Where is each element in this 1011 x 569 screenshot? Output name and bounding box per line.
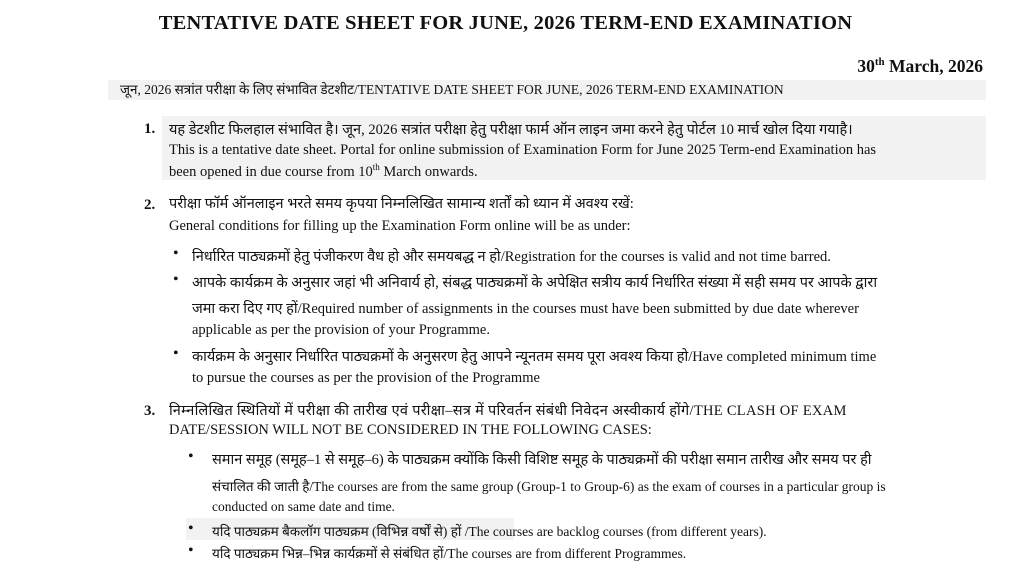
bullet-text: निर्धारित पाठ्यक्रमों हेतु पंजीकरण वैध हो और समयबद्ध न हो/Registration for the courses is valid and not time barred. [192,249,831,265]
item-3-hindi: निम्नलिखित स्थितियों में परीक्षा की तारीख एवं परीक्षा–सत्र में परिवर्तन संबंधी निवेदन अस्वीकार्य होंगे/THE CLASH OF EXAM [169,403,847,419]
bullet-text: applicable as per the provision of your Programme. [192,322,490,338]
page-title: TENTATIVE DATE SHEET FOR JUNE, 2026 TERM-END EXAMINATION [158,12,853,34]
bullet-text: समान समूह (समूह–1 से समूह–6) के पाठ्यक्रम क्योंकि किसी विशिष्ट समूह के पाठ्यक्रमों की परीक्षा समान तारीख और समय पर ही [212,452,872,468]
date-day: 30 [857,56,875,76]
item-2-hindi: परीक्षा फॉर्म ऑनलाइन भरते समय कृपया निम्नलिखित सामान्य शर्तों को ध्यान में अवश्य रखें: [169,196,634,212]
bullet: • [173,345,179,362]
date-suffix: th [874,56,885,69]
bullet: • [188,542,194,559]
item-number: 3. [144,403,156,419]
item-2-english: General conditions for filling up the Examination Form online will be as under: [169,218,631,234]
bullet: • [188,520,194,537]
item-number: 1. [144,121,156,137]
bullet-text: conducted on same date and time. [212,499,395,514]
bullet-text: आपके कार्यक्रम के अनुसार जहां भी अनिवार्य हो, संबद्ध पाठ्यक्रमों के अपेक्षित सत्रीय कार्य निर्धारित संख्या में सही समय पर आपके द्वारा [192,275,878,291]
item-1-line3-post: March onwards. [379,163,478,180]
date [857,56,983,77]
bullet: • [173,245,179,262]
bullet-text: यदि पाठ्यक्रम बैकलॉग पाठ्यक्रम (विभिन्न वर्षों से) हों /The courses are backlog courses (from different years). [212,524,767,539]
item-1-english-cont [169,162,478,181]
item-1-english: This is a tentative date sheet. Portal for online submission of Examination Form for June 2025 Term-end Examination has [169,142,877,158]
bullet: • [173,271,179,288]
bullet-text: जमा करा दिए गए हों/Required number of assignments in the courses must have been submitted by due date wherever [192,301,859,317]
item-3-english: DATE/SESSION WILL NOT BE CONSIDERED IN THE FOLLOWING CASES: [169,422,652,438]
item-1-line3-pre: been opened in due course from 10 [169,163,373,180]
date-rest: March, 2026 [884,56,983,76]
bullet-text: कार्यक्रम के अनुसार निर्धारित पाठ्यक्रमों के अनुसरण हेतु आपने न्यूनतम समय पूरा अवश्य किया हो/Have completed minimum time [192,349,877,365]
item-1-hindi: यह डेटशीट फिलहाल संभावित है। जून, 2026 सत्रांत परीक्षा हेतु परीक्षा फार्म ऑन लाइन जमा करने हेतु पोर्टल 10 मार्च खोल दिया गयाहै। [169,122,853,138]
item-1-line3-sup: th [372,162,380,172]
bullet-text: यदि पाठ्यक्रम भिन्न–भिन्न कार्यक्रमों से संबंधित हों/The courses are from different Programmes. [212,546,687,561]
bullet-text: to pursue the courses as per the provision of the Programme [192,370,540,386]
subheading: जून, 2026 सत्रांत परीक्षा के लिए संभावित डेटशीट/TENTATIVE DATE SHEET FOR JUNE, 2026 TERM-END EXAMINATION [108,80,986,100]
item-number: 2. [144,197,156,213]
bullet-text: संचालित की जाती है/The courses are from the same group (Group-1 to Group-6) as the exam of courses in a particular group is [212,479,886,494]
bullet: • [188,448,194,465]
